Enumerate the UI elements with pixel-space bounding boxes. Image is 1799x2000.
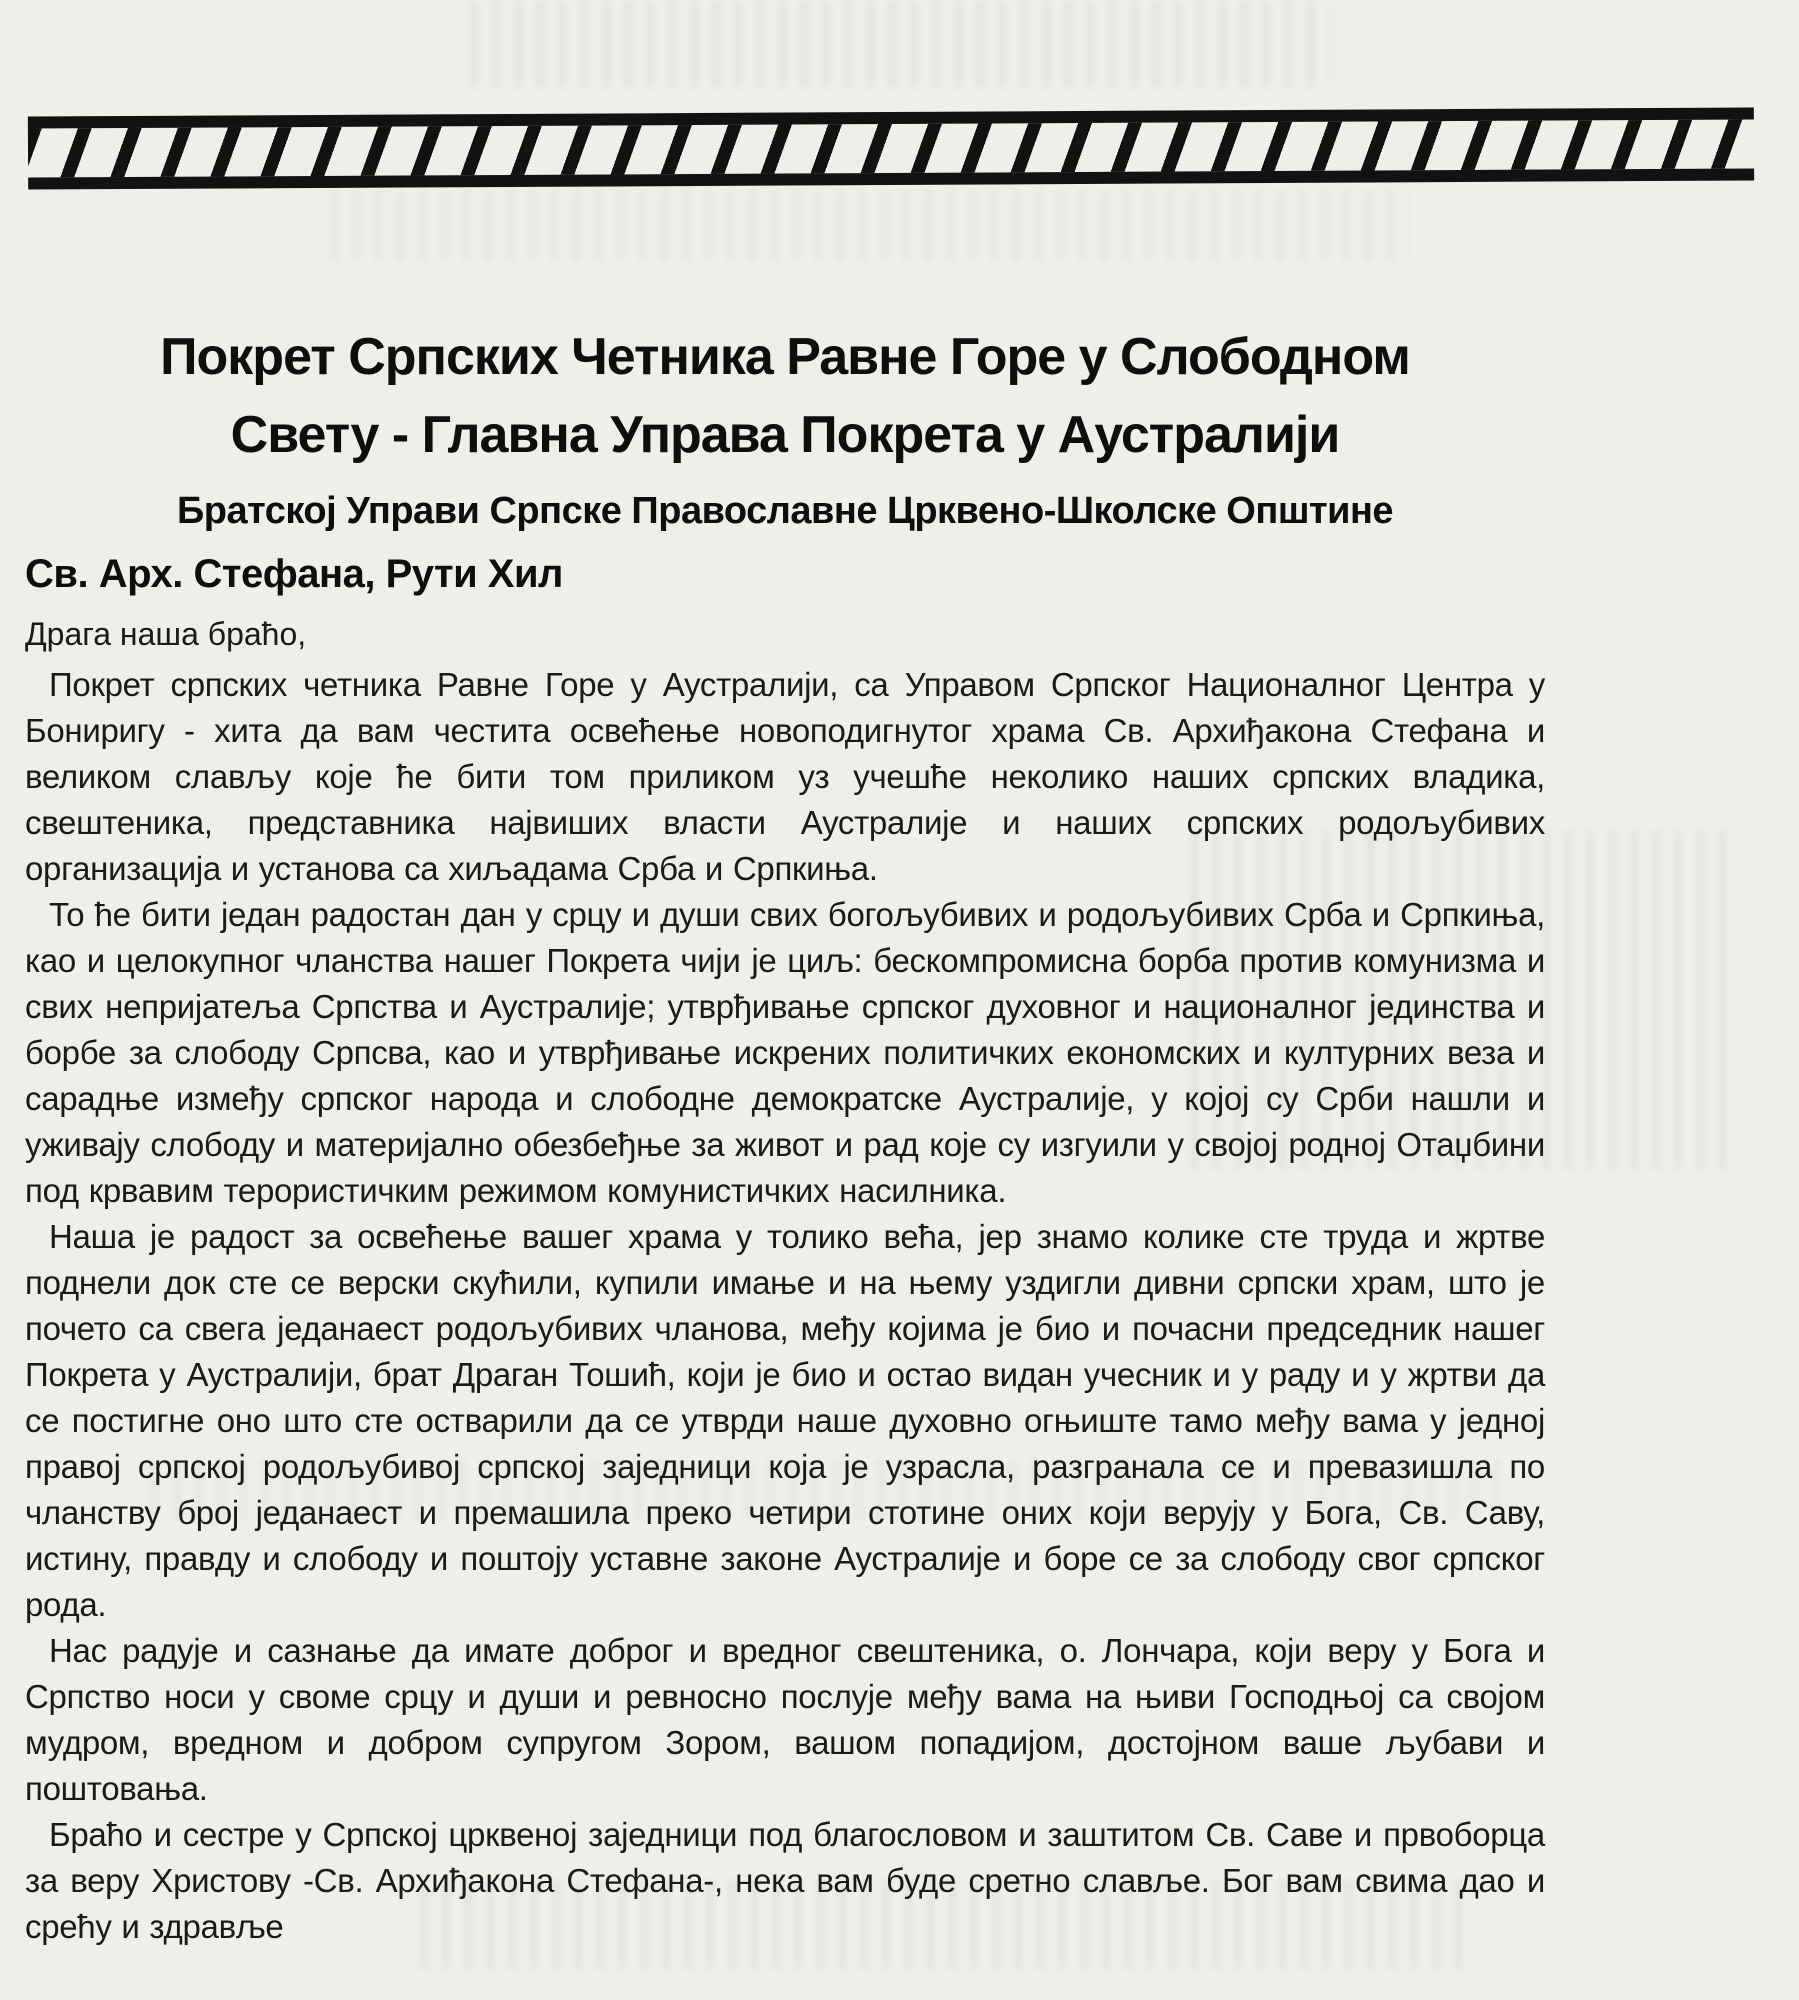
paragraph: Покрет српских четника Равне Горе у Аустралији, са Управом Српског Националног Центра у Бониригу - хита да вам честита освећење новоподигнутог храма Св. Архиђакона Стефана и великом слављу које ће бити том приликом уз учешће неколико наших српских владика, свештеника, представника највиших власти Аустралије и наших српских родољубивих организација и установа са хиљадама Срба и Српкиња. bbox=[25, 666, 1545, 887]
letter-content bbox=[25, 318, 1545, 1950]
paragraph: То ће бити један радостан дан у срцу и души свих богољубивих и родољубивих Срба и Српкиња, као и целокупног чланства нашег Покрета чији је циљ: бескомпромисна борба против комунизма и свих непријатеља Српства и Аустралије; утврђивање српског духовног и националног јединства и борбе за слободу Српсва, као и утврђивање искрених политичких економских и културних веза и сарадње између српског народа и слободне демократске Аустралије, у којој су Срби нашли и уживају слободу и материјално обезбеђње за живот и рад које су изгуили у својој родној Отаџбини под крвавим терористичким режимом комунистичких насилника. bbox=[25, 896, 1545, 1209]
addressee-line: Св. Арх. Стефана, Рути Хил bbox=[25, 552, 563, 596]
page-title bbox=[25, 318, 1545, 474]
bleed-through-texture bbox=[330, 190, 1410, 260]
page-title-line1: Покрет Српских Четника Равне Горе у Слободном bbox=[160, 328, 1410, 386]
page-title-line2: Свету - Главна Управа Покрета у Аустралији bbox=[230, 406, 1340, 464]
letter-body bbox=[25, 662, 1545, 1950]
paragraph: Нас радује и сазнање да имате доброг и вредног свештеника, о. Лончара, који веру у Бога и Српство носи у своме срцу и души и ревносно послује међу вама на њиви Господњој са својом мудром, вредном и добром супругом Зором, вашом попадијом, достојном ваше љубави и поштовања. bbox=[25, 1632, 1545, 1807]
salutation-line: Драга наша браћо, bbox=[25, 616, 307, 652]
paragraph: Наша је радост за освећење вашег храма у толико већа, јер знамо колике сте труда и жртве поднели док сте се верски скућили, купили имање и на њему уздигли дивни српски храм, што је почето са свега једанаест родољубивих чланова, међу којима је био и почасни председник нашег Покрета у Аустралији, брат Драган Тошић, који је био и остао видан учесник и у раду и у жртви да се постигне оно што сте остварили да се утврди наше духовно огњиште тамо међу вама у једној правој српској родољубивој српској заједници која је узрасла, разгранала се и превазишла по чланству број једанаест и премашила преко четири стотине оних који верују у Бога, Св. Саву, истину, правду и слободу и поштоју уставне законе Аустралије и боре се за слободу свог српског рода. bbox=[25, 1218, 1545, 1623]
decorative-hatched-rule bbox=[28, 107, 1754, 189]
subtitle-addressed-body: Братској Управи Српске Православне Црквено-Школске Општине bbox=[176, 490, 1394, 532]
paragraph: Браћо и сестре у Српској црквеној заједници под благословом и заштитом Св. Саве и првоборца за веру Христову -Св. Архиђакона Стефана-, нека вам буде сретно славље. Бог вам свима дао и срећу и здравље bbox=[25, 1816, 1545, 1945]
bleed-through-texture bbox=[470, 0, 1330, 88]
